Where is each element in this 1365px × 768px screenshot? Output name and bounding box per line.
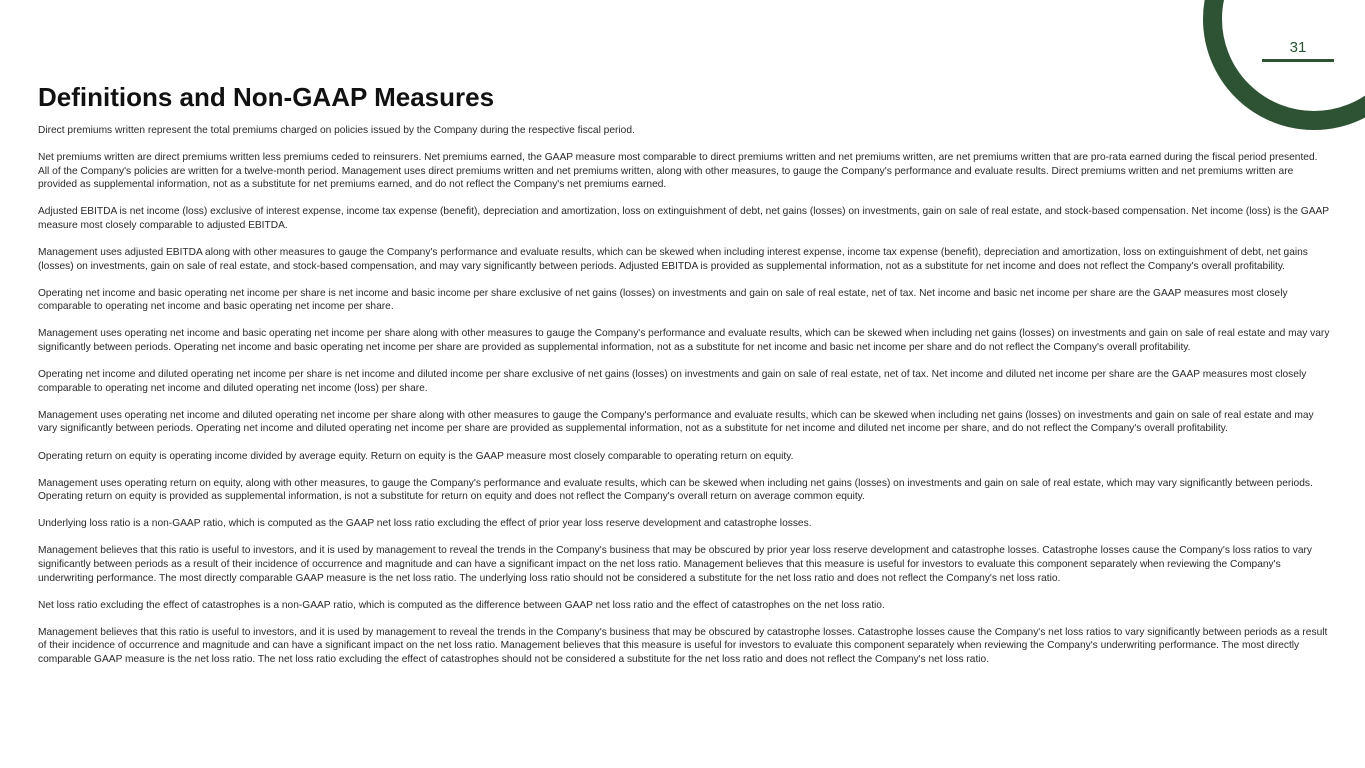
paragraph-adjusted-ebitda-definition: Adjusted EBITDA is net income (loss) exclusive of interest expense, income tax expense (benefit), depreciation and amortization, loss on extinguishment of debt, net gains (losses) on investments, gain on sale of real estate, and stock-based compensation. Net income (loss) is the GAAP measure most closely comparable to adjusted EBITDA.	[38, 206, 1329, 231]
definitions-body	[38, 124, 1330, 680]
paragraph-operating-roe-definition: Operating return on equity is operating income divided by average equity. Return on equity is the GAAP measure most closely comparable to operating return on equity.	[38, 450, 794, 462]
page-number-underline	[1262, 59, 1334, 62]
page-number: 31	[1289, 39, 1307, 56]
paragraph-net-premiums-written: Net premiums written are direct premiums written less premiums ceded to reinsurers. Net premiums earned, the GAAP measure most comparable to direct premiums written and net premiums written, are net premiums written that are pro-rata earned during the fiscal period presented. All of the Company's policies are written for a twelve-month period. Management uses direct premiums written and net premiums written, along with other measures, to gauge the Company's performance and evaluate results. Direct premiums written and net premiums written are provided as supplemental information, not as a substitute for net premiums earned, and do not reflect the Company's net premiums earned.	[38, 152, 1318, 191]
paragraph-net-loss-ratio-ex-cat-definition: Net loss ratio excluding the effect of catastrophes is a non-GAAP ratio, which is computed as the difference between GAAP net loss ratio and the effect of catastrophes on the net loss ratio.	[38, 599, 885, 611]
paragraph-net-loss-ratio-ex-cat-usage: Management believes that this ratio is useful to investors, and it is used by management to reveal the trends in the Company's business that may be obscured by catastrophe losses. Catastrophe losses cause the Company's net loss ratios to vary significantly between periods as a result of their incidence of occurrence and magnitude and can have a significant impact on the net loss ratio. Management believes that this measure is useful for investors to evaluate this component separately when reviewing the Company's underwriting performance. The most directly comparable GAAP measure is the net loss ratio. The net loss ratio excluding the effect of catastrophes should not be considered a substitute for the net loss ratio and does not reflect the Company's net loss ratio.	[38, 626, 1328, 665]
paragraph-diluted-operating-net-income-usage: Management uses operating net income and diluted operating net income per share along with other measures to gauge the Company's performance and evaluate results, which can be skewed when including net gains (losses) on investments and gain on sale of real estate and may vary significantly between periods. Operating net income and diluted operating net income per share are provided as supplemental information, not as a substitute for net income and diluted net income per share, and do not reflect the Company's overall profitability.	[38, 409, 1314, 435]
paragraph-underlying-loss-ratio-definition: Underlying loss ratio is a non-GAAP ratio, which is computed as the GAAP net loss ratio excluding the effect of prior year loss reserve development and catastrophe losses.	[38, 518, 812, 530]
decorative-ring	[1203, 0, 1365, 130]
page-title: Definitions and Non-GAAP Measures	[38, 82, 495, 112]
paragraph-basic-operating-net-income-usage: Management uses operating net income and basic operating net income per share along with other measures to gauge the Company's performance and evaluate results, which can be skewed when including net gains (losses) on investments and gain on sale of real estate and may vary significantly between periods. Operating net income and basic operating net income per share are provided as supplemental information, not as a substitute for net income and basic net income per share and do not reflect the Company's overall profitability.	[38, 328, 1330, 354]
paragraph-underlying-loss-ratio-usage: Management believes that this ratio is useful to investors, and it is used by management to reveal the trends in the Company's business that may be obscured by prior year loss reserve development and catastrophe losses. Catastrophe losses cause the Company's loss ratios to vary significantly between periods as a result of their incidence of occurrence and magnitude and can have a significant impact on the net loss ratio. Management believes that this measure is useful for investors to evaluate this component separately when reviewing the Company's underwriting performance. The most directly comparable GAAP measure is the net loss ratio. The underlying loss ratio should not be considered a substitute for the net loss ratio and does not reflect the Company's net loss ratio.	[38, 545, 1313, 584]
paragraph-basic-operating-net-income-definition: Operating net income and basic operating net income per share is net income and basic income per share exclusive of net gains (losses) on investments and gain on sale of real estate, net of tax. Net income and basic net income per share are the GAAP measures most closely comparable to operating net income and basic operating net income per share.	[38, 287, 1288, 313]
paragraph-adjusted-ebitda-usage: Management uses adjusted EBITDA along with other measures to gauge the Company's performance and evaluate results, which can be skewed when including interest expense, income tax expense (benefit), depreciation and amortization, loss on extinguishment of debt, net gains (losses) on investments, gain on sale of real estate, and stock-based compensation, and may vary significantly between periods. Adjusted EBITDA is provided as supplemental information, not as a substitute for net income and does not reflect the Company's overall profitability.	[38, 247, 1308, 272]
paragraph-operating-roe-usage: Management uses operating return on equity, along with other measures, to gauge the Company's performance and evaluate results, which can be skewed when including net gains (losses) on investments and gain on sale of real estate, which may vary significantly between periods. Operating return on equity is provided as supplemental information, is not a substitute for return on equity and does not reflect the Company's overall return on average common equity.	[38, 477, 1313, 503]
paragraph-direct-premiums-written: Direct premiums written represent the total premiums charged on policies issued by the Company during the respective fiscal period.	[38, 125, 635, 136]
paragraph-diluted-operating-net-income-definition: Operating net income and diluted operating net income per share is net income and diluted income per share exclusive of net gains (losses) on investments and gain on sale of real estate, net of tax. Net income and diluted net income per share are the GAAP measures most closely comparable to operating net income and diluted operating net income (loss) per share.	[38, 369, 1307, 394]
